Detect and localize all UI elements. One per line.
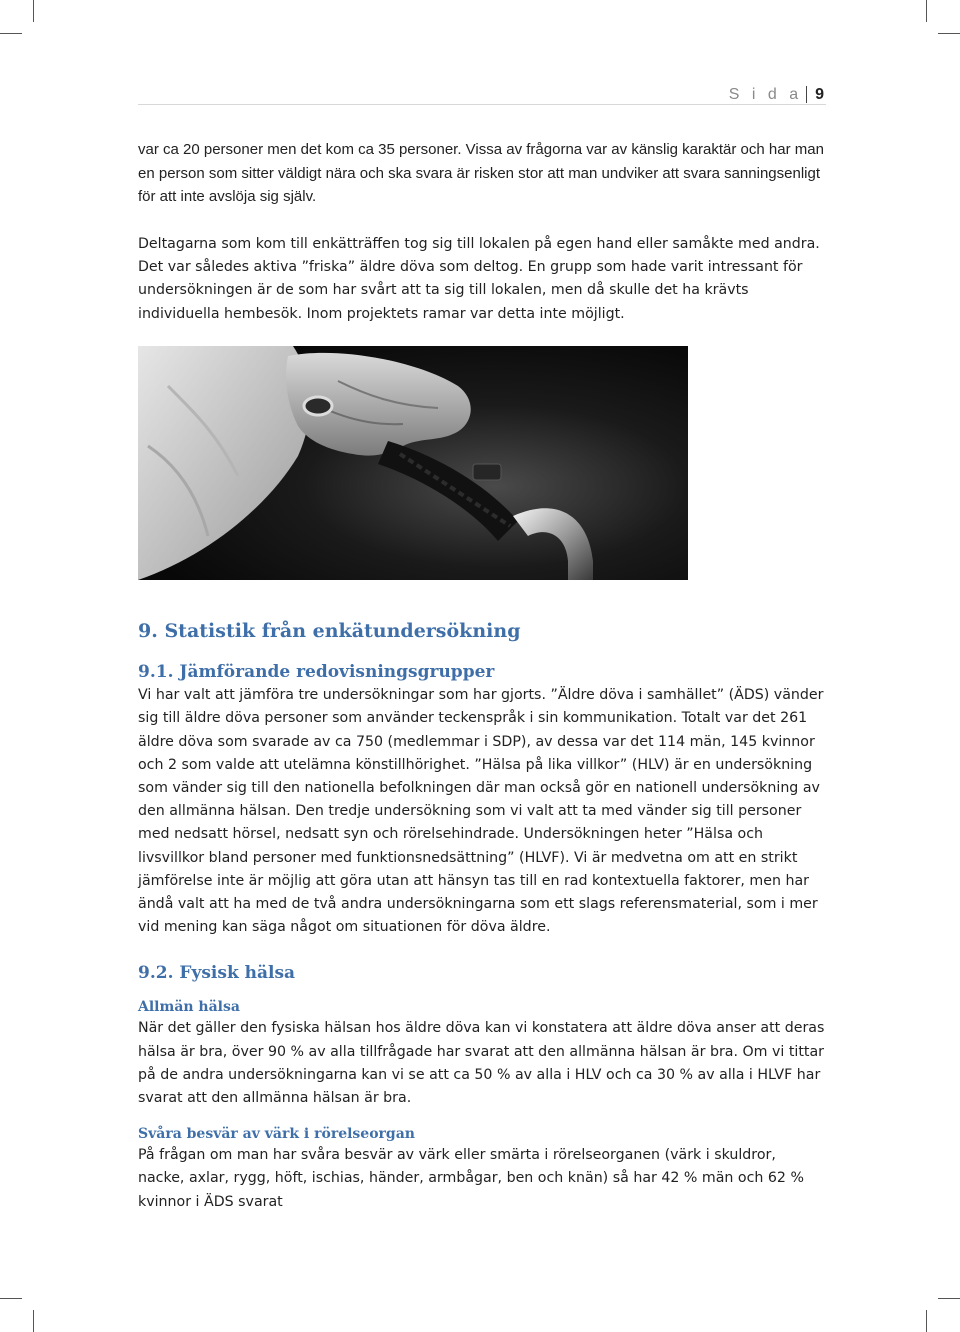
paragraph: När det gäller den fysiska hälsan hos äldre döva kan vi konstatera att äldre döva anser att deras hälsa är bra, över 90 % av alla tillfrågade har svarat att den allmänna hälsan är bra. Om vi tittar på de andra undersökningarna kan vi se att ca 50 % av alla i HLV och ca 30 % av alla i HLVF har svarat att den allmänna hälsan är bra.: [138, 1020, 825, 1106]
page-number: 9: [806, 86, 824, 103]
crop-mark: [926, 0, 927, 22]
sub-subsection-heading: Svåra besvär av värk i rörelseorgan: [138, 1126, 415, 1143]
crop-mark: [938, 33, 960, 34]
paragraph: På frågan om man har svåra besvär av värk eller smärta i rörelseorganen (värk i skuldror, nacke, axlar, rygg, höft, ischias, händer, armbågar, ben och knän) så har 42 % män och 62 % kvinnor i ÄDS svarat: [138, 1147, 804, 1210]
subsection-heading: 9.2. Fysisk hälsa: [138, 963, 296, 984]
paragraph: Vi har valt att jämföra tre undersökningar som har gjorts. ”Äldre döva i samhället” (ÄDS) vänder sig till äldre döva personer som använder teckenspråk i sin kommunikation. Totalt var det 261 äldre döva som svarade av ca 750 (medlemmar i SDP), av dessa var det 114 män, 145 kvinnor och 2 som valde att utelämna könstillhörighet. ”Hälsa på lika villkor” (HLV) är en undersökning som vänder sig till den nationella befolkningen där man också gör en nationell undersökning av den allmänna hälsan. Den tredje undersökning som vi valt att ta med vänder sig till personer med nedsatt hörsel, nedsatt syn och rörelsehindrade. Undersökningen heter ”Hälsa och livsvillkor bland personer med funktionsnedsättning” (HLVF). Vi är medvetna om att en strikt jämförelse inte är möjlig att göra utan att hänsyn tas till en rad kontextuella faktorer, men har ändå valt att ha med de två andra undersökningarna som ett slags referensmaterial, som i mer vid mening kan säga något om situationen för döva äldre.: [138, 687, 824, 936]
page-label: S i d a: [728, 86, 803, 103]
header-rule: [138, 104, 826, 105]
sub-subsection-heading: Allmän hälsa: [138, 999, 240, 1016]
crop-mark: [0, 33, 22, 34]
crop-mark: [33, 1310, 34, 1332]
page-content: [138, 138, 826, 1214]
photo-hands-on-walker: [138, 346, 688, 580]
crop-mark: [938, 1298, 960, 1299]
crop-mark: [926, 1310, 927, 1332]
paragraph: var ca 20 personer men det kom ca 35 personer. Vissa av frågorna var av känslig karaktär och har man en person som sitter väldigt nära och ska svara är risken stor att man undviker att svara sanningsenligt för att inte avslöja sig själv.: [138, 141, 824, 205]
crop-mark: [33, 0, 34, 22]
paragraph: Deltagarna som kom till enkätträffen tog sig till lokalen på egen hand eller samåkte med andra. Det var således aktiva ”friska” äldre döva som deltog. En grupp som hade varit intressant för undersökningen är de som har svårt att ta sig till lokalen, men då skulle det ha krävts individuella hembesök. Inom projektets ramar var detta inte möjligt.: [138, 235, 820, 322]
section-heading: 9. Statistik från enkätundersökning: [138, 620, 521, 643]
crop-mark: [0, 1298, 22, 1299]
page-header: [729, 86, 824, 104]
subsection-heading: 9.1. Jämförande redovisningsgrupper: [138, 662, 495, 683]
